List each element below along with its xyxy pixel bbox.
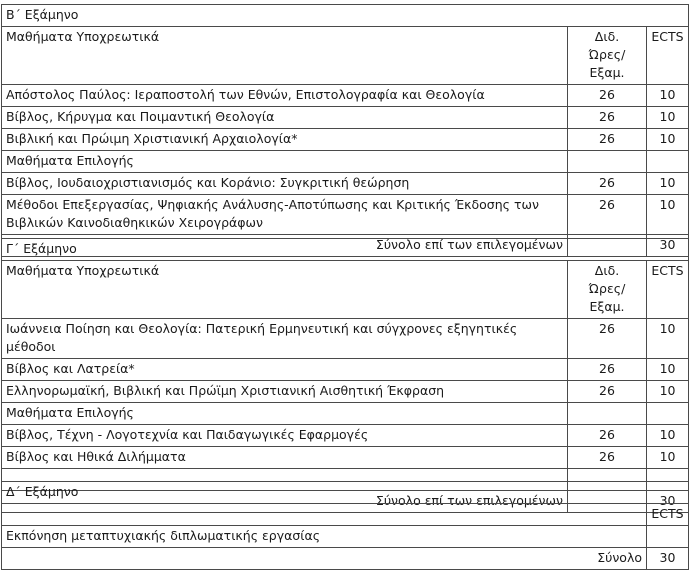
course-row [2, 195, 689, 235]
total-ects: 30 [647, 491, 689, 513]
course-name: Βίβλος, Κήρυγμα και Ποιμαντική Θεολογία [2, 107, 568, 129]
total-ects: 30 [647, 548, 689, 570]
course-row [2, 173, 689, 195]
semester-d-table [1, 481, 689, 570]
course-name: Βιβλική και Πρώιμη Χριστιανική Αρχαιολογία* [2, 129, 568, 151]
thesis-name: Εκπόνηση μεταπτυχιακής διπλωματικής εργασίας [2, 526, 647, 548]
elective-header-row [2, 403, 689, 425]
semester-title-row [2, 5, 689, 27]
course-ects: 10 [647, 173, 689, 195]
course-row [2, 425, 689, 447]
course-ects: 10 [647, 425, 689, 447]
course-ects: 10 [647, 107, 689, 129]
course-name: Ιωάννεια Ποίηση και Θεολογία: Πατερική Ερμηνευτική και σύγχρονες εξηγητικές μέθοδοι [2, 319, 568, 359]
course-ects: 10 [647, 319, 689, 359]
total-row [2, 548, 689, 570]
semester-title-row [2, 482, 689, 504]
column-header-row [2, 504, 689, 526]
total-label: Σύνολο [2, 548, 647, 570]
course-row [2, 85, 689, 107]
semester-title-row [2, 239, 689, 261]
course-hours: 26 [568, 319, 647, 359]
column-header-row [2, 27, 689, 85]
semester-c-table [1, 238, 689, 513]
elective-header-row [2, 151, 689, 173]
course-ects: 10 [647, 129, 689, 151]
hours-header-line1: Διδ. [594, 29, 620, 44]
compulsory-header: Μαθήματα Υποχρεωτικά [2, 27, 568, 85]
course-hours: 26 [568, 173, 647, 195]
course-hours: 26 [568, 107, 647, 129]
empty-cell [568, 403, 647, 425]
course-ects: 10 [647, 447, 689, 469]
course-row [2, 381, 689, 403]
course-hours: 26 [568, 195, 647, 235]
course-hours: 26 [568, 381, 647, 403]
course-row [2, 129, 689, 151]
course-ects: 10 [647, 85, 689, 107]
course-name: Ελληνορωμαϊκή, Βιβλική και Πρώϊμη Χριστιανική Αισθητική Έκφραση [2, 381, 568, 403]
empty-cell [647, 526, 689, 548]
hours-header [568, 261, 647, 319]
course-hours: 26 [568, 359, 647, 381]
course-row [2, 319, 689, 359]
ects-header: ECTS [647, 27, 689, 85]
total-ects: 30 [647, 235, 689, 257]
course-name: Απόστολος Παύλος: Ιεραποστολή των Εθνών, Επιστολογραφία και Θεολογία [2, 85, 568, 107]
course-name: Βίβλος και Λατρεία* [2, 359, 568, 381]
hours-header [568, 27, 647, 85]
course-hours: 26 [568, 447, 647, 469]
hours-header-line2: Ώρες/Εξαμ. [588, 47, 626, 80]
course-row [2, 359, 689, 381]
empty-cell [568, 151, 647, 173]
semester-b-table [1, 4, 689, 257]
course-ects: 10 [647, 381, 689, 403]
column-header-row [2, 261, 689, 319]
course-ects: 10 [647, 195, 689, 235]
semester-title: Δ΄ Εξάμηνο [2, 482, 689, 504]
hours-header-line2: Ώρες/Εξαμ. [588, 281, 626, 314]
empty-cell [647, 403, 689, 425]
ects-header: ECTS [647, 504, 689, 526]
course-row [2, 526, 689, 548]
course-hours: 26 [568, 425, 647, 447]
ects-header: ECTS [647, 261, 689, 319]
course-name: Μέθοδοι Επεξεργασίας, Ψηφιακής Ανάλυσης-Αποτύπωσης και Κριτικής Έκδοσης των Βιβλικών Καινοδιαθηκικών Χειρογράφων [2, 195, 568, 235]
elective-header: Μαθήματα Επιλογής [2, 151, 568, 173]
course-ects: 10 [647, 359, 689, 381]
empty-cell [647, 151, 689, 173]
course-name: Βίβλος και Ηθικά Διλήμματα [2, 447, 568, 469]
empty-cell [2, 504, 647, 526]
total-label: Σύνολο επί των επιλεγομένων [2, 235, 568, 257]
semester-title: Β΄ Εξάμηνο [2, 5, 689, 27]
course-row [2, 107, 689, 129]
course-hours: 26 [568, 85, 647, 107]
course-hours: 26 [568, 129, 647, 151]
semester-title: Γ΄ Εξάμηνο [2, 239, 689, 261]
elective-header: Μαθήματα Επιλογής [2, 403, 568, 425]
hours-header-line1: Διδ. [594, 263, 620, 278]
course-row [2, 447, 689, 469]
compulsory-header: Μαθήματα Υποχρεωτικά [2, 261, 568, 319]
course-name: Βίβλος, Τέχνη - Λογοτεχνία και Παιδαγωγικές Εφαρμογές [2, 425, 568, 447]
total-label: Σύνολο επί των επιλεγομένων [2, 491, 568, 513]
course-name: Βίβλος, Ιουδαιοχριστιανισμός και Κοράνιο: Συγκριτική θεώρηση [2, 173, 568, 195]
